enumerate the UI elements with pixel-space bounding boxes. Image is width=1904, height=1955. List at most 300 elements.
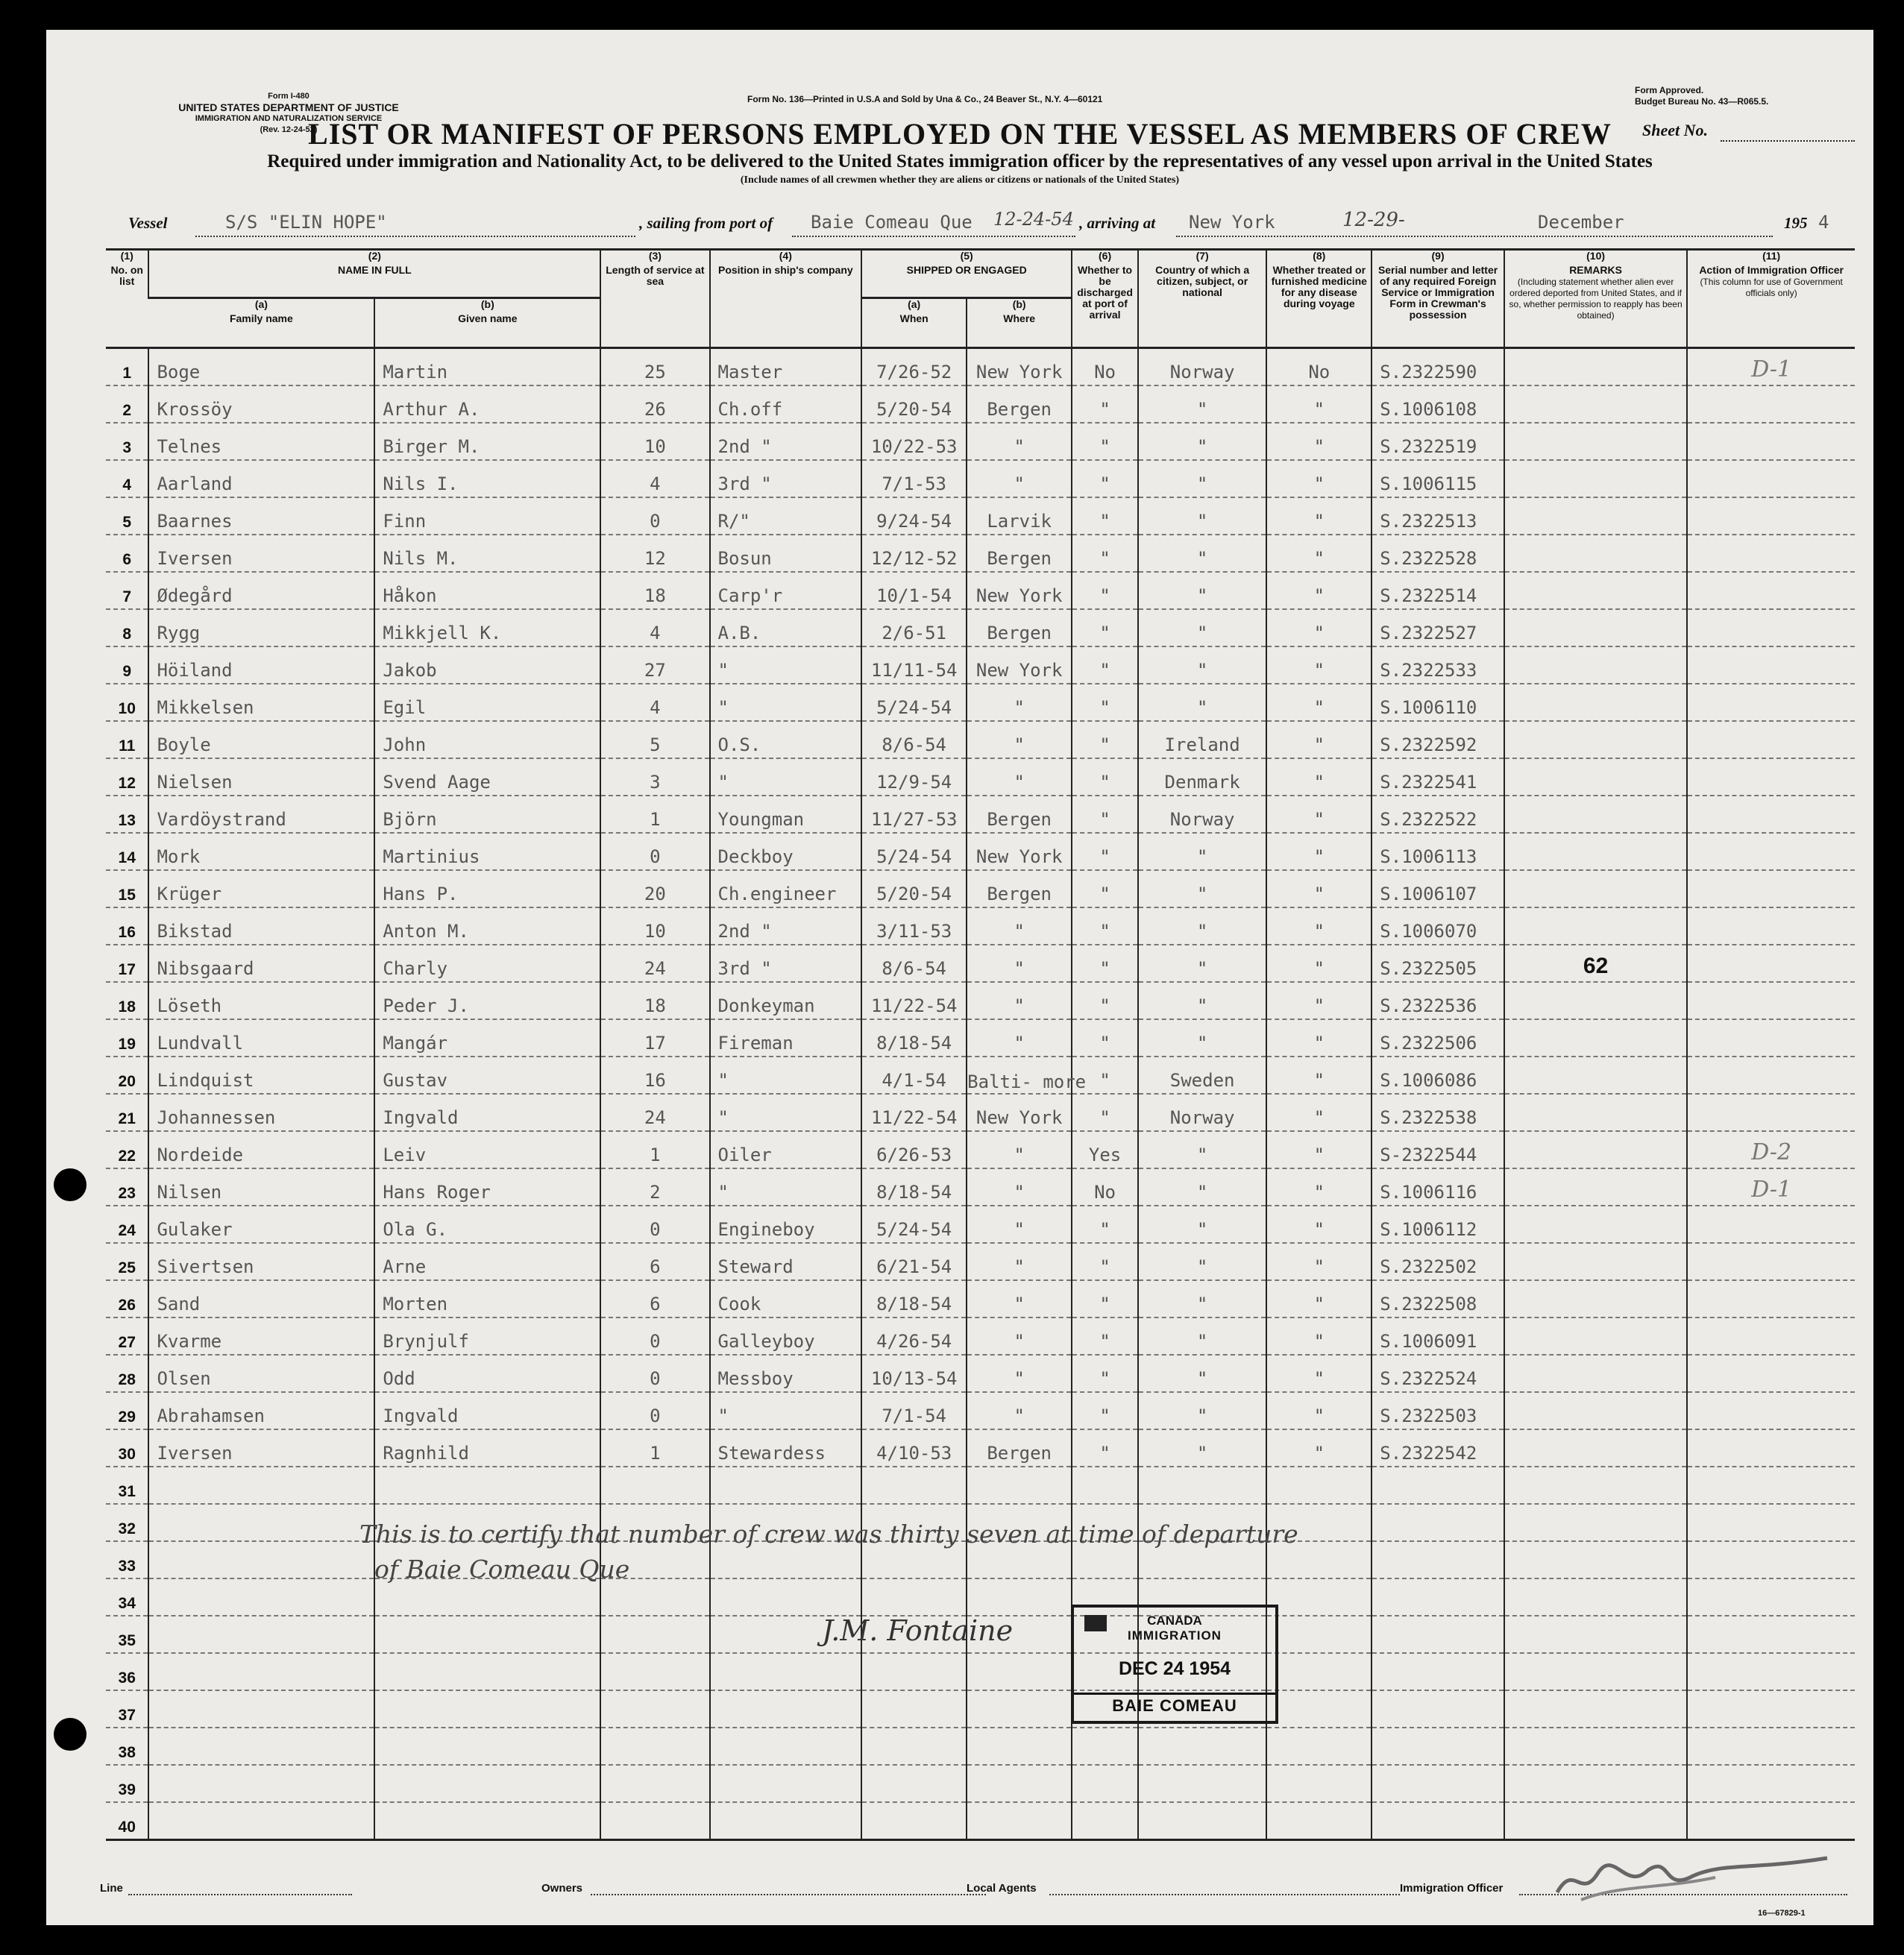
shipped-where-cell: Larvik: [967, 497, 1072, 535]
crew-row: [106, 1206, 1855, 1243]
service-length-cell: 1: [600, 1131, 709, 1168]
officer-action-cell: D-1: [1687, 348, 1855, 386]
shipped-where-cell: Bergen: [967, 609, 1072, 646]
budget-block: [1635, 85, 1859, 107]
officer-action-cell: [1687, 423, 1855, 460]
officer-action-cell: [1687, 1355, 1855, 1392]
row-number: 30: [106, 1429, 148, 1467]
form-number: Form I-480: [268, 92, 310, 101]
country-cell: ": [1138, 1131, 1266, 1168]
crew-row: [106, 1168, 1855, 1206]
service-length-cell: 16: [600, 1057, 709, 1094]
service-length-cell: 4: [600, 684, 709, 721]
row-number: 31: [106, 1467, 148, 1504]
discharged-cell: ": [1072, 1429, 1138, 1467]
crew-row: [106, 945, 1855, 982]
remarks-cell: [1504, 907, 1687, 945]
position-cell: ": [710, 646, 862, 684]
serial-number-cell: S.2322542: [1372, 1429, 1504, 1467]
shipped-where-cell: ": [967, 1168, 1072, 1206]
empty-cell: [967, 1578, 1072, 1616]
service-length-cell: 5: [600, 721, 709, 758]
empty-cell: [1687, 1616, 1855, 1653]
discharged-cell: ": [1072, 1206, 1138, 1243]
arrival-month: December: [1538, 212, 1624, 233]
position-cell: O.S.: [710, 721, 862, 758]
discharged-cell: ": [1072, 385, 1138, 423]
shipped-when-cell: 2/6-51: [861, 609, 967, 646]
empty-cell: [1372, 1802, 1504, 1840]
footer-line-blank: [128, 1894, 352, 1895]
given-name-cell: Nils I.: [374, 460, 600, 497]
crew-row: [106, 982, 1855, 1019]
discharged-cell: ": [1072, 982, 1138, 1019]
col-service-header: (3) Length of service at sea: [600, 250, 709, 348]
remarks-cell: [1504, 684, 1687, 721]
empty-cell: [861, 1728, 967, 1765]
given-name-cell: Odd: [374, 1355, 600, 1392]
given-name-cell: Peder J.: [374, 982, 600, 1019]
service-length-cell: 24: [600, 945, 709, 982]
officer-action-cell: [1687, 721, 1855, 758]
service-length-cell: 26: [600, 385, 709, 423]
empty-cell: [1687, 1653, 1855, 1690]
medicine-cell: ": [1266, 497, 1372, 535]
certification-line-2: of Baie Comeau Que: [374, 1555, 630, 1584]
service-length-cell: 4: [600, 460, 709, 497]
officer-signature-stroke: [1557, 1858, 1827, 1892]
certification-line-1: This is to certify that number of crew was thirty seven at time of departure: [359, 1520, 1298, 1549]
officer-action-cell: D-1: [1687, 1168, 1855, 1206]
crew-row: [106, 833, 1855, 870]
family-name-cell: Ødegård: [148, 572, 374, 609]
officer-action-cell: [1687, 385, 1855, 423]
punch-hole: [54, 1168, 87, 1201]
country-cell: ": [1138, 1243, 1266, 1280]
budget-bureau-number: Budget Bureau No. 43—R065.5.: [1635, 96, 1769, 107]
discharged-cell: ": [1072, 497, 1138, 535]
remarks-cell: [1504, 1131, 1687, 1168]
row-number: 22: [106, 1131, 148, 1168]
row-number: 23: [106, 1168, 148, 1206]
discharged-cell: ": [1072, 684, 1138, 721]
empty-cell: [148, 1541, 374, 1578]
officer-action-cell: [1687, 907, 1855, 945]
remarks-cell: [1504, 348, 1687, 386]
empty-cell: [861, 1690, 967, 1728]
col-remarks-header: (10) REMARKS (Including statement whether alien ever ordered deported from United States, and if so, whether permission to reapply has been obtained): [1504, 250, 1687, 348]
empty-cell: [1138, 1765, 1266, 1802]
position-cell: ": [710, 1094, 862, 1131]
crew-row: [106, 796, 1855, 833]
officer-action-cell: [1687, 1019, 1855, 1057]
empty-cell: [374, 1653, 600, 1690]
row-number: 19: [106, 1019, 148, 1057]
empty-cell: [374, 1802, 600, 1840]
empty-cell: [1372, 1653, 1504, 1690]
country-cell: Norway: [1138, 796, 1266, 833]
empty-cell: [967, 1728, 1072, 1765]
crew-row: [106, 907, 1855, 945]
discharged-cell: ": [1072, 945, 1138, 982]
empty-cell: [861, 1802, 967, 1840]
given-name-cell: Charly: [374, 945, 600, 982]
medicine-cell: ": [1266, 758, 1372, 796]
shipped-when-cell: 10/1-54: [861, 572, 967, 609]
empty-cell: [1372, 1467, 1504, 1504]
family-name-cell: Olsen: [148, 1355, 374, 1392]
empty-cell: [1504, 1504, 1687, 1541]
service-length-cell: 0: [600, 1318, 709, 1355]
remarks-cell: [1504, 833, 1687, 870]
shipped-when-cell: 9/24-54: [861, 497, 967, 535]
empty-cell: [1266, 1690, 1372, 1728]
shipped-when-cell: 11/22-54: [861, 1094, 967, 1131]
crew-row: [106, 1094, 1855, 1131]
stamp-rule: [1074, 1693, 1275, 1695]
serial-number-cell: S.2322502: [1372, 1243, 1504, 1280]
family-name-cell: Nibsgaard: [148, 945, 374, 982]
officer-action-cell: [1687, 1243, 1855, 1280]
discharged-cell: No: [1072, 348, 1138, 386]
given-name-cell: Ola G.: [374, 1206, 600, 1243]
row-number: 18: [106, 982, 148, 1019]
position-cell: Youngman: [710, 796, 862, 833]
empty-cell: [967, 1467, 1072, 1504]
officer-action-cell: [1687, 646, 1855, 684]
officer-action-cell: [1687, 870, 1855, 907]
given-name-cell: Hans P.: [374, 870, 600, 907]
remarks-cell: [1504, 423, 1687, 460]
col-position-header: (4) Position in ship's company: [710, 250, 862, 348]
family-name-cell: Abrahamsen: [148, 1392, 374, 1429]
empty-cell: [1504, 1653, 1687, 1690]
col-family-header: (a) Family name: [148, 298, 374, 348]
empty-cell: [374, 1467, 600, 1504]
remarks-cell: [1504, 497, 1687, 535]
medicine-cell: ": [1266, 646, 1372, 684]
given-name-cell: Anton M.: [374, 907, 600, 945]
discharged-cell: Yes: [1072, 1131, 1138, 1168]
manifest-subtitle: Required under immigration and Nationality Act, to be delivered to the United States immigration officer by the representatives of any vessel upon arrival in the United States: [267, 151, 1653, 171]
family-name-cell: Lindquist: [148, 1057, 374, 1094]
crew-row: [106, 1019, 1855, 1057]
empty-cell: [1072, 1765, 1138, 1802]
shipped-when-cell: 3/11-53: [861, 907, 967, 945]
crew-row: [106, 870, 1855, 907]
country-cell: ": [1138, 385, 1266, 423]
remarks-cell: [1504, 796, 1687, 833]
medicine-cell: ": [1266, 1318, 1372, 1355]
empty-cell: [600, 1802, 709, 1840]
medicine-cell: ": [1266, 1280, 1372, 1318]
position-cell: ": [710, 1057, 862, 1094]
row-number: 32: [106, 1504, 148, 1541]
shipped-where-cell: ": [967, 423, 1072, 460]
row-number: 21: [106, 1094, 148, 1131]
medicine-cell: ": [1266, 535, 1372, 572]
crew-row: [106, 721, 1855, 758]
country-cell: ": [1138, 870, 1266, 907]
discharged-cell: ": [1072, 535, 1138, 572]
empty-cell: [1687, 1765, 1855, 1802]
empty-cell: [1372, 1616, 1504, 1653]
row-number: 15: [106, 870, 148, 907]
serial-number-cell: S.2322524: [1372, 1355, 1504, 1392]
family-name-cell: Mork: [148, 833, 374, 870]
family-name-cell: Iversen: [148, 1429, 374, 1467]
row-number: 14: [106, 833, 148, 870]
empty-cell: [148, 1467, 374, 1504]
service-length-cell: 10: [600, 907, 709, 945]
given-name-cell: Mikkjell K.: [374, 609, 600, 646]
empty-cell: [710, 1728, 862, 1765]
crew-table: [106, 248, 1855, 1841]
row-number: 25: [106, 1243, 148, 1280]
position-cell: Stewardess: [710, 1429, 862, 1467]
shipped-where-cell: ": [967, 1243, 1072, 1280]
medicine-cell: ": [1266, 423, 1372, 460]
serial-number-cell: S-2322544: [1372, 1131, 1504, 1168]
empty-cell: [148, 1578, 374, 1616]
country-cell: ": [1138, 945, 1266, 982]
shipped-where-cell: ": [967, 721, 1072, 758]
crew-row: [106, 758, 1855, 796]
service-length-cell: 0: [600, 1206, 709, 1243]
empty-cell: [148, 1728, 374, 1765]
row-number: 27: [106, 1318, 148, 1355]
discharged-cell: ": [1072, 646, 1138, 684]
discharged-cell: ": [1072, 1019, 1138, 1057]
remarks-cell: [1504, 460, 1687, 497]
country-cell: ": [1138, 1392, 1266, 1429]
empty-cell: [600, 1653, 709, 1690]
discharged-cell: ": [1072, 870, 1138, 907]
discharged-cell: ": [1072, 1280, 1138, 1318]
shipped-when-cell: 5/20-54: [861, 385, 967, 423]
serial-number-cell: S.1006091: [1372, 1318, 1504, 1355]
col-name-header: (2) NAME IN FULL: [148, 250, 600, 298]
family-name-cell: Mikkelsen: [148, 684, 374, 721]
officer-action-cell: [1687, 1206, 1855, 1243]
empty-cell: [1687, 1504, 1855, 1541]
row-number: 6: [106, 535, 148, 572]
shipped-when-cell: 8/18-54: [861, 1280, 967, 1318]
empty-cell: [1687, 1728, 1855, 1765]
remarks-cell: [1504, 982, 1687, 1019]
shipped-where-cell: ": [967, 1392, 1072, 1429]
empty-cell: [710, 1578, 862, 1616]
empty-row: [106, 1802, 1855, 1840]
shipped-when-cell: 8/18-54: [861, 1168, 967, 1206]
empty-cell: [710, 1690, 862, 1728]
crew-row: [106, 1243, 1855, 1280]
position-cell: A.B.: [710, 609, 862, 646]
col-discharged-header: (6) Whether to be discharged at port of arrival: [1072, 250, 1138, 348]
sailing-from-port: Baie Comeau Que: [811, 212, 973, 233]
remarks-cell: [1504, 1355, 1687, 1392]
empty-cell: [967, 1802, 1072, 1840]
row-number: 39: [106, 1765, 148, 1802]
officer-action-cell: [1687, 1057, 1855, 1094]
shipped-when-cell: 5/24-54: [861, 833, 967, 870]
family-name-cell: Vardöystrand: [148, 796, 374, 833]
empty-cell: [600, 1690, 709, 1728]
shipped-when-cell: 7/1-54: [861, 1392, 967, 1429]
discharged-cell: ": [1072, 833, 1138, 870]
empty-cell: [148, 1504, 374, 1541]
medicine-cell: ": [1266, 1094, 1372, 1131]
shipped-when-cell: 4/1-54: [861, 1057, 967, 1094]
service-length-cell: 0: [600, 1355, 709, 1392]
officer-action-cell: [1687, 460, 1855, 497]
serial-number-cell: S.1006086: [1372, 1057, 1504, 1094]
position-cell: ": [710, 1392, 862, 1429]
medicine-cell: ": [1266, 1019, 1372, 1057]
empty-cell: [148, 1653, 374, 1690]
position-cell: Donkeyman: [710, 982, 862, 1019]
row-number: 7: [106, 572, 148, 609]
empty-cell: [1504, 1616, 1687, 1653]
medicine-cell: ": [1266, 1243, 1372, 1280]
shipped-when-cell: 10/13-54: [861, 1355, 967, 1392]
arriving-date-handwritten: 12-29-: [1342, 209, 1405, 231]
position-cell: Cook: [710, 1280, 862, 1318]
include-note: (Include names of all crewmen whether they are aliens or citizens or nationals of the United States): [740, 174, 1180, 186]
row-number: 40: [106, 1802, 148, 1840]
shipped-where-cell: New York: [967, 572, 1072, 609]
serial-number-cell: S.2322503: [1372, 1392, 1504, 1429]
given-name-cell: Ingvald: [374, 1094, 600, 1131]
footer-owners-blank: [591, 1894, 986, 1895]
shipped-when-cell: 4/26-54: [861, 1318, 967, 1355]
arriving-blank: [1176, 236, 1773, 237]
service-length-cell: 17: [600, 1019, 709, 1057]
shipped-where-cell: Bergen: [967, 385, 1072, 423]
shipped-where-cell: ": [967, 460, 1072, 497]
family-name-cell: Telnes: [148, 423, 374, 460]
empty-cell: [1138, 1802, 1266, 1840]
shipped-where-cell: Balti- more: [967, 1057, 1072, 1094]
medicine-cell: ": [1266, 460, 1372, 497]
shipped-when-cell: 12/12-52: [861, 535, 967, 572]
serial-number-cell: S.2322514: [1372, 572, 1504, 609]
row-number: 11: [106, 721, 148, 758]
empty-cell: [1687, 1578, 1855, 1616]
family-name-cell: Sand: [148, 1280, 374, 1318]
footer-agents-blank: [1049, 1894, 1400, 1895]
row-number: 13: [106, 796, 148, 833]
row-number: 35: [106, 1616, 148, 1653]
position-cell: Messboy: [710, 1355, 862, 1392]
row-number: 5: [106, 497, 148, 535]
given-name-cell: Gustav: [374, 1057, 600, 1094]
empty-cell: [148, 1616, 374, 1653]
empty-cell: [1138, 1728, 1266, 1765]
given-name-cell: John: [374, 721, 600, 758]
serial-number-cell: S.2322513: [1372, 497, 1504, 535]
medicine-cell: ": [1266, 684, 1372, 721]
remarks-cell: [1504, 535, 1687, 572]
serial-number-cell: S.2322519: [1372, 423, 1504, 460]
empty-cell: [1504, 1765, 1687, 1802]
family-name-cell: Gulaker: [148, 1206, 374, 1243]
row-number: 12: [106, 758, 148, 796]
discharged-cell: ": [1072, 721, 1138, 758]
serial-number-cell: S.2322505: [1372, 945, 1504, 982]
empty-cell: [710, 1653, 862, 1690]
empty-cell: [1266, 1728, 1372, 1765]
printer-line: Form No. 136—Printed in U.S.A and Sold by Una & Co., 24 Beaver St., N.Y. 4—60121: [747, 94, 1103, 104]
shipped-where-cell: Bergen: [967, 870, 1072, 907]
position-cell: Carp'r: [710, 572, 862, 609]
country-cell: ": [1138, 982, 1266, 1019]
discharged-cell: ": [1072, 1318, 1138, 1355]
medicine-cell: ": [1266, 609, 1372, 646]
shipped-when-cell: 8/6-54: [861, 945, 967, 982]
position-cell: Deckboy: [710, 833, 862, 870]
country-cell: Ireland: [1138, 721, 1266, 758]
empty-cell: [374, 1765, 600, 1802]
shipped-where-cell: ": [967, 1318, 1072, 1355]
stamp-country: CANADA: [1147, 1614, 1202, 1628]
medicine-cell: ": [1266, 1206, 1372, 1243]
form-code: 16—67829-1: [1758, 1909, 1806, 1918]
country-cell: Norway: [1138, 1094, 1266, 1131]
crew-row: [106, 1429, 1855, 1467]
position-cell: R/": [710, 497, 862, 535]
serial-number-cell: S.2322590: [1372, 348, 1504, 386]
empty-cell: [1687, 1467, 1855, 1504]
remarks-cell: [1504, 870, 1687, 907]
service-length-cell: 6: [600, 1280, 709, 1318]
discharged-cell: ": [1072, 1094, 1138, 1131]
row-number: 20: [106, 1057, 148, 1094]
col-serial-header: (9) Serial number and letter of any required Foreign Service or Immigration Form in Crewman's possession: [1372, 250, 1504, 348]
given-name-cell: Brynjulf: [374, 1318, 600, 1355]
col-country-header: (7) Country of which a citizen, subject, or national: [1138, 250, 1266, 348]
manifest-title: LIST OR MANIFEST OF PERSONS EMPLOYED ON THE VESSEL AS MEMBERS OF CREW: [308, 117, 1612, 151]
row-number: 37: [106, 1690, 148, 1728]
row-number: 1: [106, 348, 148, 386]
shipped-where-cell: New York: [967, 1094, 1072, 1131]
service-length-cell: 3: [600, 758, 709, 796]
footer-agents-label: Local Agents: [967, 1882, 1037, 1895]
sailing-label: , sailing from port of: [639, 214, 773, 232]
serial-number-cell: S.1006116: [1372, 1168, 1504, 1206]
remarks-cell: [1504, 758, 1687, 796]
position-cell: 2nd ": [710, 907, 862, 945]
position-cell: 3rd ": [710, 460, 862, 497]
service-length-cell: 10: [600, 423, 709, 460]
empty-row: [106, 1765, 1855, 1802]
empty-cell: [710, 1765, 862, 1802]
given-name-cell: Leiv: [374, 1131, 600, 1168]
serial-number-cell: S.2322508: [1372, 1280, 1504, 1318]
medicine-cell: ": [1266, 1355, 1372, 1392]
shipped-where-cell: ": [967, 758, 1072, 796]
remarks-cell: [1504, 721, 1687, 758]
empty-cell: [1504, 1690, 1687, 1728]
medicine-cell: ": [1266, 1168, 1372, 1206]
country-cell: ": [1138, 833, 1266, 870]
officer-action-cell: [1687, 1094, 1855, 1131]
shipped-where-cell: Bergen: [967, 796, 1072, 833]
country-cell: ": [1138, 1019, 1266, 1057]
country-cell: ": [1138, 684, 1266, 721]
remarks-cell: [1504, 1168, 1687, 1206]
service-length-cell: 18: [600, 982, 709, 1019]
